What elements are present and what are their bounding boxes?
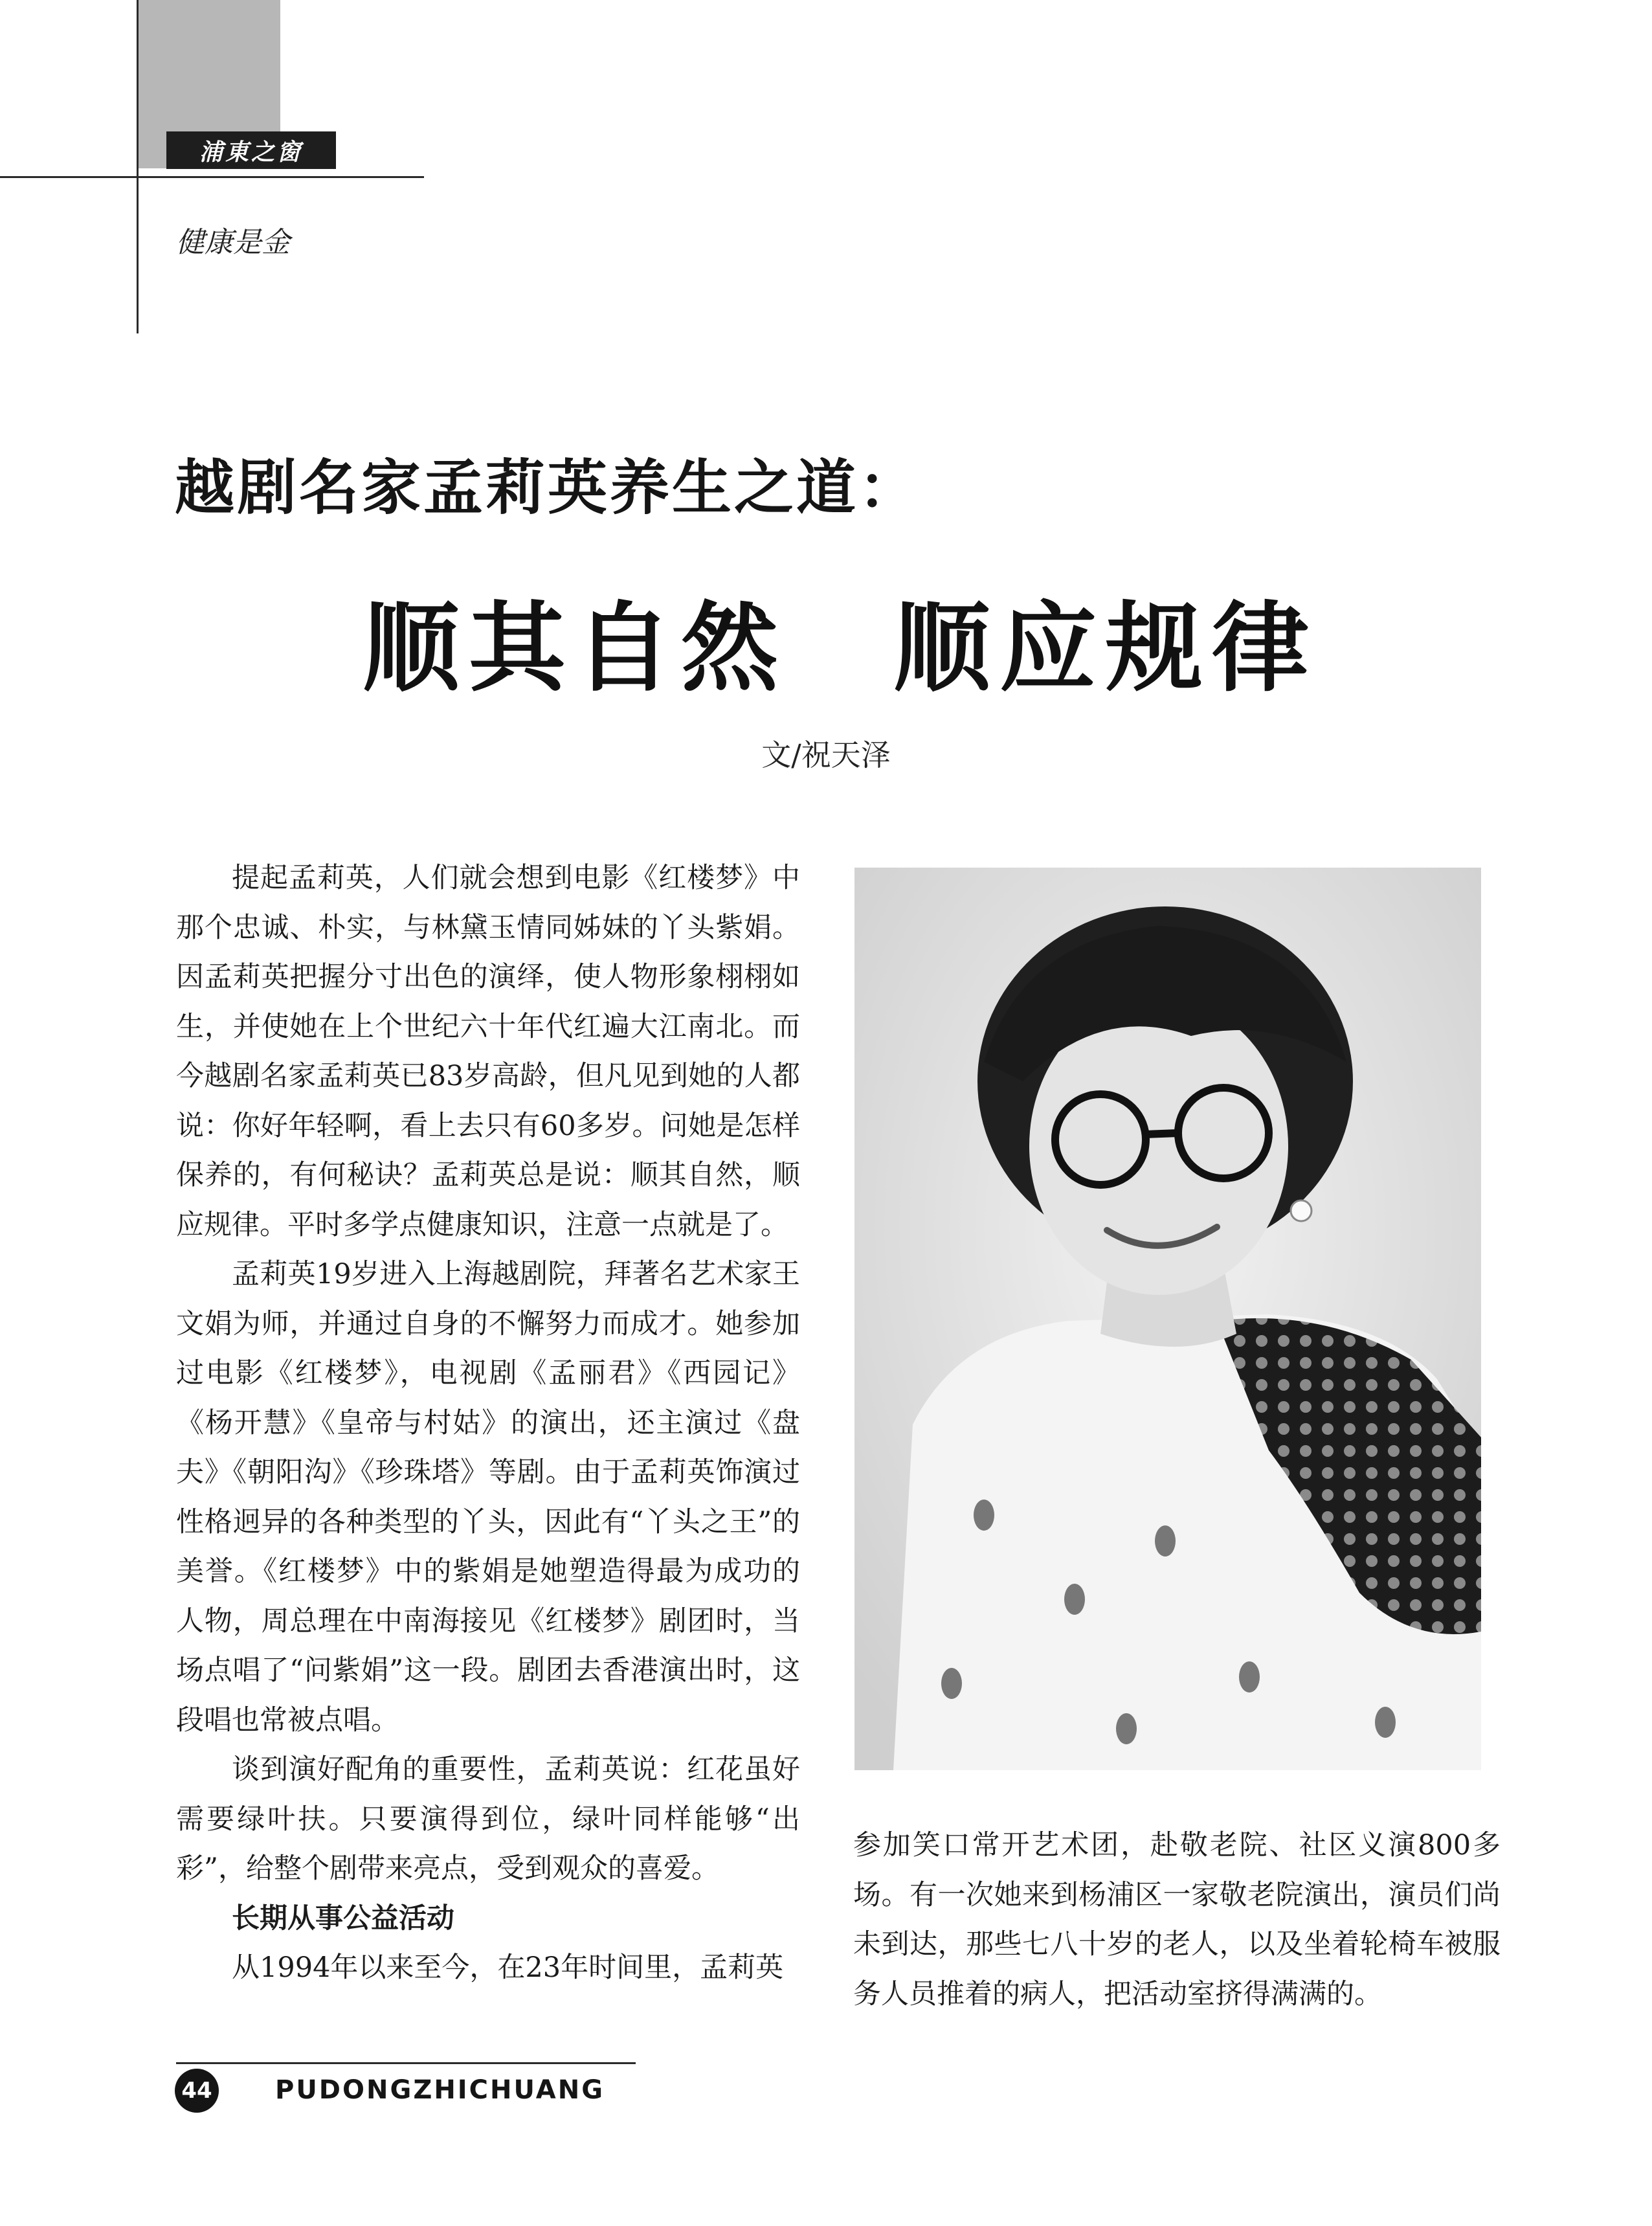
paragraph: 从1994年以来至今，在23年时间里，孟莉英 — [232, 1951, 784, 1984]
paragraph: 孟莉英19岁进入上海越剧院，拜著名艺术家王文娟为师，并通过自身的不懈努力而成才。她参加过电影《红楼梦》，电视剧《孟丽君》《西园记》《杨开慧》《皇帝与村姑》的演出，还主演过《盘夫》《朝阳沟》《珍珠塔》等剧。由于孟莉英饰演过性格迥异的各种类型的丫头，因此有“丫头之王”的美誉。《红楼梦》中的紫娟是她塑造得最为成功的人物，周总理在中南海接见《红楼梦》剧团时，当场点唱了“问紫娟”这一段。剧团去香港演出时，这段唱也常被点唱。 — [176, 1258, 800, 1737]
header-horizontal-rule — [0, 176, 424, 178]
page-number: 44 — [175, 2069, 219, 2113]
right-column — [853, 1821, 1501, 2019]
article-title-line1: 越剧名家孟莉英养生之道： — [175, 453, 921, 523]
column-title: 健康是金 — [176, 226, 290, 259]
left-column — [176, 853, 800, 1993]
paragraph: 谈到演好配角的重要性，孟莉英说：红花虽好需要绿叶扶。只要演得到位，绿叶同样能够“出彩”，给整个剧带来亮点，受到观众的喜爱。 — [176, 1753, 800, 1885]
footer-brand: PUDONGZHICHUANG — [275, 2075, 605, 2105]
article-title-line2: 顺其自然 顺应规律 — [363, 591, 1319, 705]
portrait-photo — [854, 868, 1481, 1770]
header-vertical-rule — [137, 0, 139, 333]
section-subheading: 长期从事公益活动 — [232, 1902, 454, 1935]
paragraph: 提起孟莉英，人们就会想到电影《红楼梦》中那个忠诚、朴实，与林黛玉情同姊妹的丫头紫娟。因孟莉英把握分寸出色的演绎，使人物形象栩栩如生，并使她在上个世纪六十年代红遍大江南北。而今越剧名家孟莉英已83岁高龄，但凡见到她的人都说：你好年轻啊，看上去只有60多岁。问她是怎样保养的，有何秘诀？孟莉英总是说：顺其自然，顺应规律。平时多学点健康知识，注意一点就是了。 — [176, 862, 800, 1241]
article-byline: 文/祝天泽 — [761, 737, 891, 772]
footer-rule — [176, 2062, 636, 2064]
paragraph: 参加笑口常开艺术团，赴敬老院、社区义演800多场。有一次她来到杨浦区一家敬老院演出，演员们尚未到达，那些七八十岁的老人，以及坐着轮椅车被服务人员推着的病人，把活动室挤得满满的。 — [853, 1829, 1501, 2010]
magazine-badge: 浦東之窗 — [166, 131, 336, 169]
